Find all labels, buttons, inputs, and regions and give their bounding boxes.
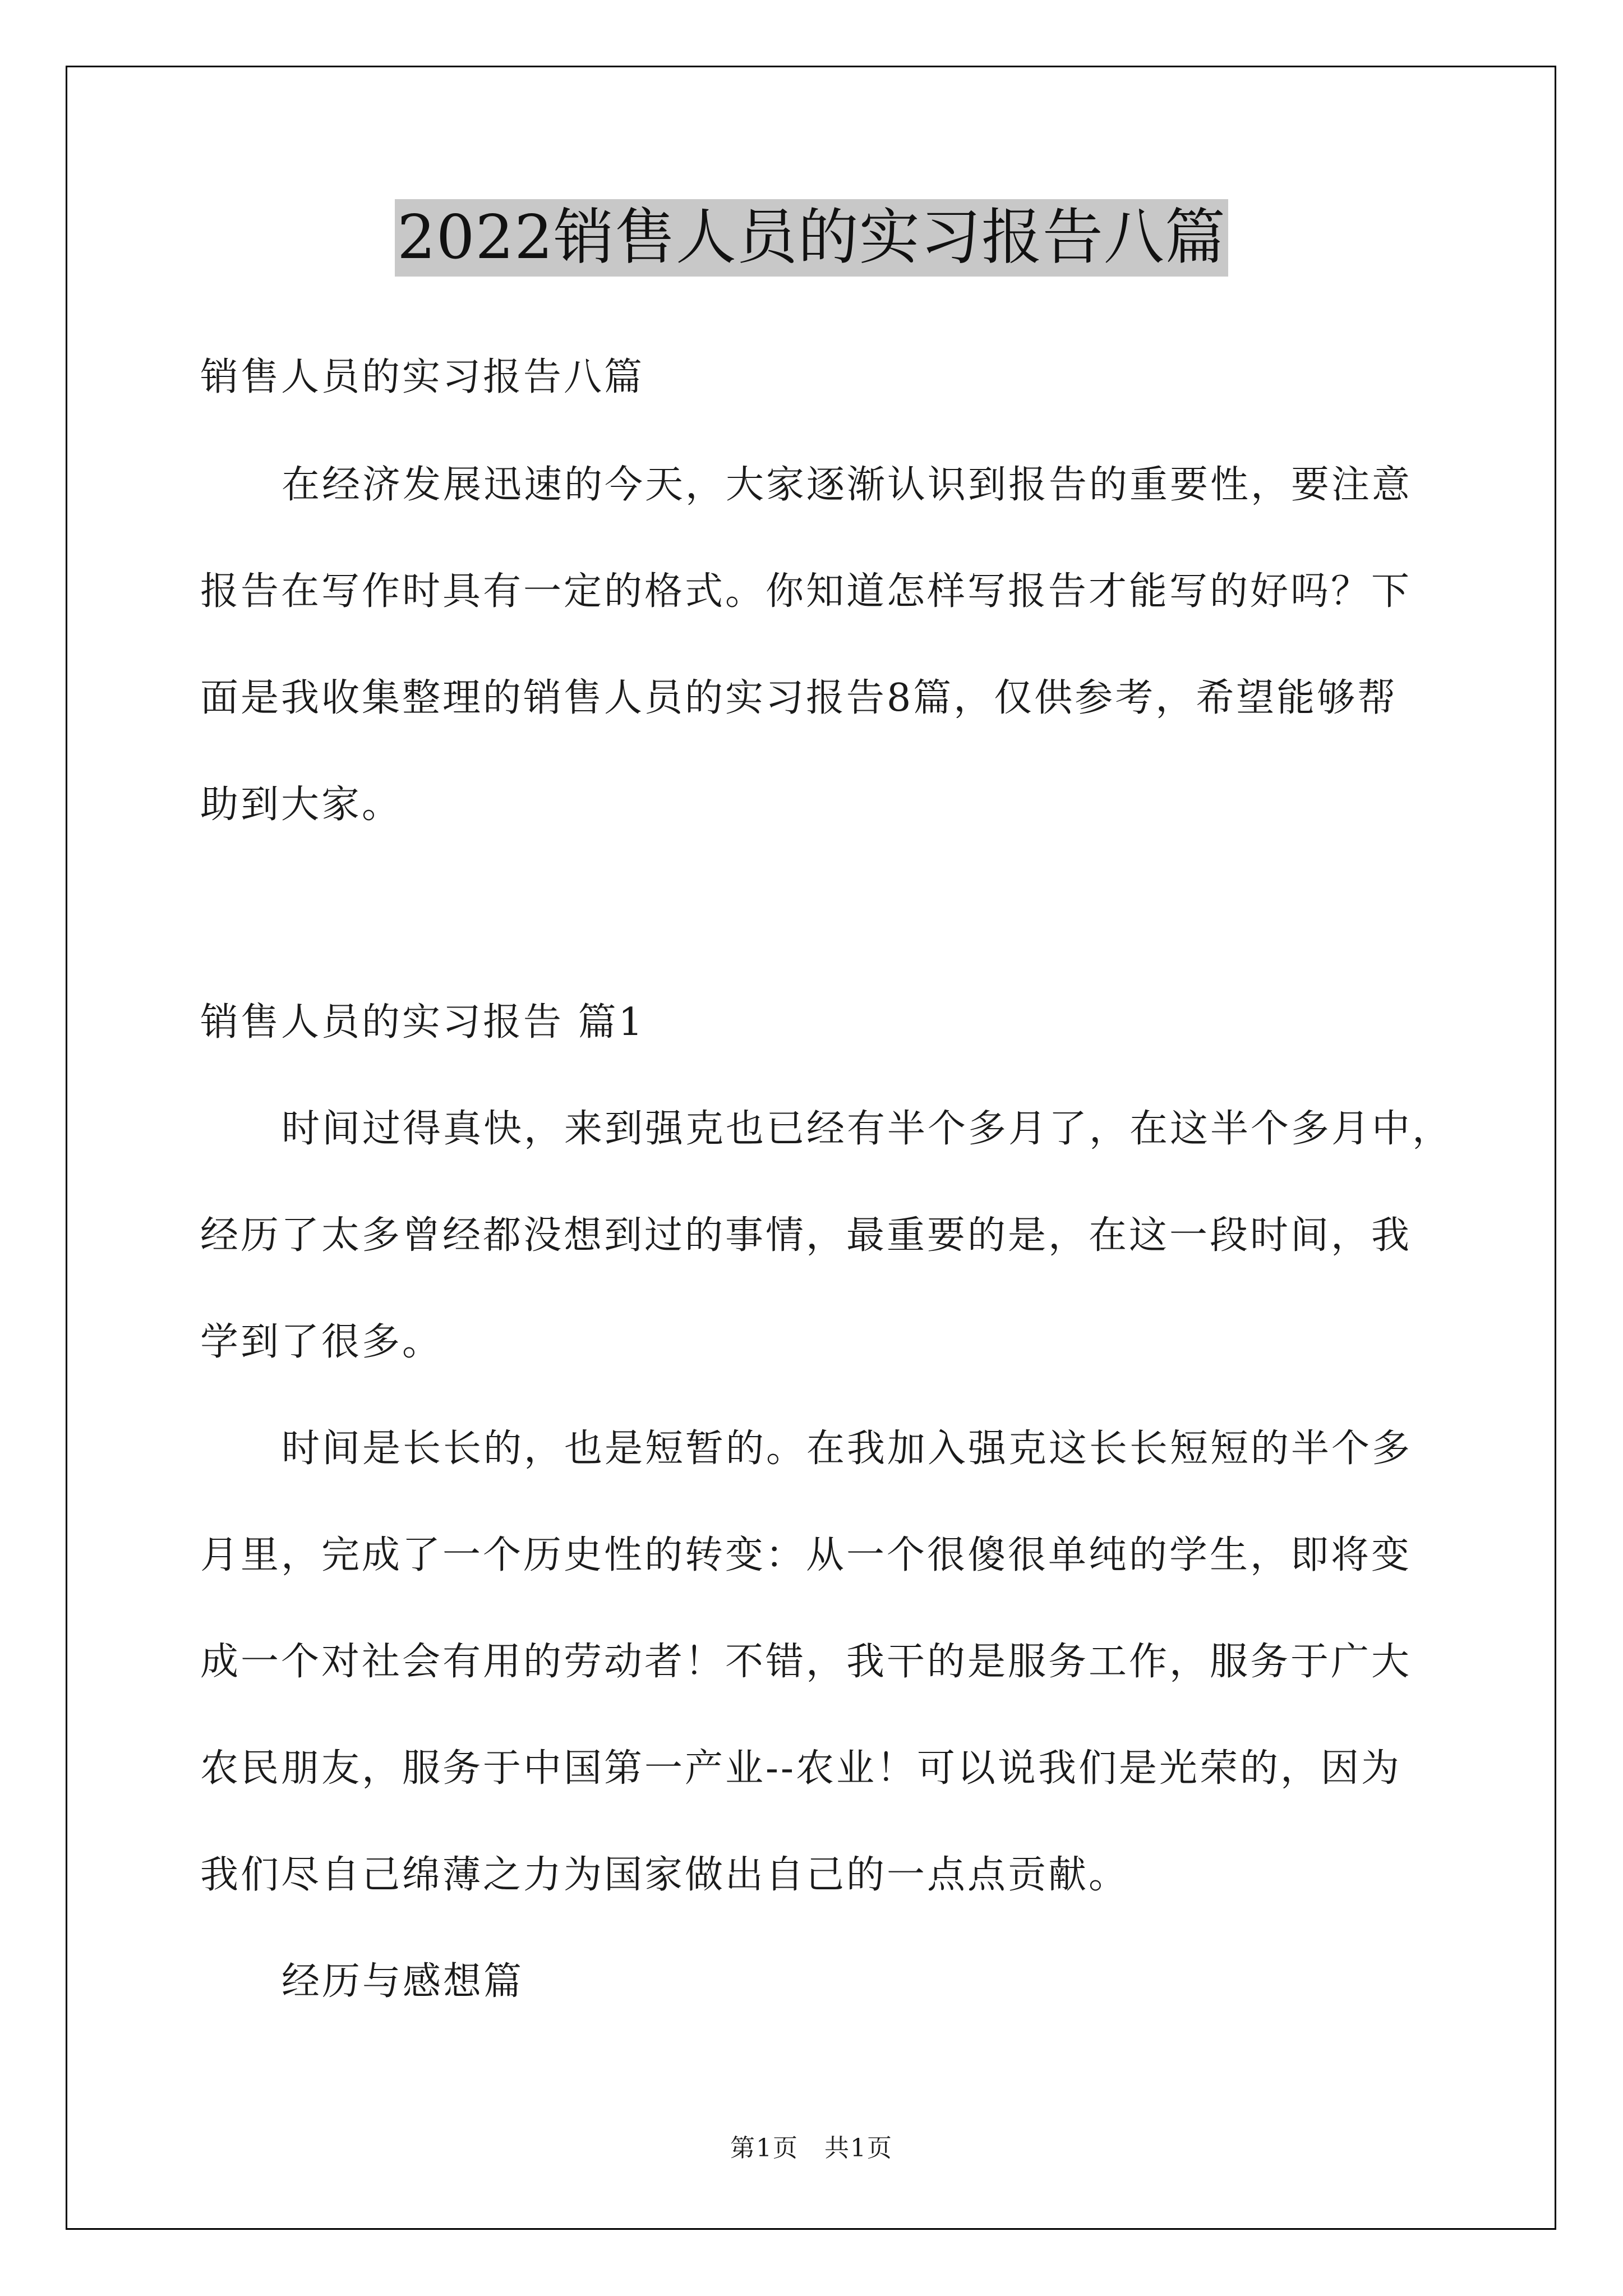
paragraph-line: 经历了太多曾经都没想到过的事情，最重要的是，在这一段时间，我 bbox=[200, 1213, 1412, 1258]
paragraph-line: 月里，完成了一个历史性的转变：从一个很傻很单纯的学生，即将变 bbox=[200, 1533, 1412, 1577]
document-title: 2022销售人员的实习报告八篇 bbox=[395, 199, 1228, 277]
section-heading: 销售人员的实习报告 篇1 bbox=[200, 1000, 645, 1045]
paragraph-line: 时间是长长的，也是短暂的。在我加入强克这长长短短的半个多 bbox=[282, 1427, 1413, 1471]
page-footer: 第1页 共1页 bbox=[730, 2134, 893, 2162]
document-subtitle: 销售人员的实习报告八篇 bbox=[200, 355, 645, 399]
intro-line: 报告在写作时具有一定的格式。你知道怎样写报告才能写的好吗？下 bbox=[200, 569, 1412, 614]
subsection-heading: 经历与感想篇 bbox=[282, 1959, 524, 2004]
paragraph-line: 时间过得真快，来到强克也已经有半个多月了，在这半个多月中， bbox=[282, 1107, 1453, 1151]
title-wrap bbox=[0, 199, 1623, 277]
paragraph-line: 学到了很多。 bbox=[200, 1320, 443, 1364]
intro-line: 面是我收集整理的销售人员的实习报告8篇，仅供参考，希望能够帮 bbox=[200, 676, 1398, 720]
intro-line: 在经济发展迅速的今天，大家逐渐认识到报告的重要性，要注意 bbox=[282, 463, 1413, 507]
intro-line: 助到大家。 bbox=[200, 783, 403, 827]
paragraph-line: 成一个对社会有用的劳动者！不错，我干的是服务工作，服务于广大 bbox=[200, 1640, 1412, 1684]
paragraph-line: 农民朋友，服务于中国第一产业--农业！可以说我们是光荣的，因为 bbox=[200, 1746, 1401, 1791]
paragraph-line: 我们尽自己绵薄之力为国家做出自己的一点点贡献。 bbox=[200, 1853, 1129, 1897]
